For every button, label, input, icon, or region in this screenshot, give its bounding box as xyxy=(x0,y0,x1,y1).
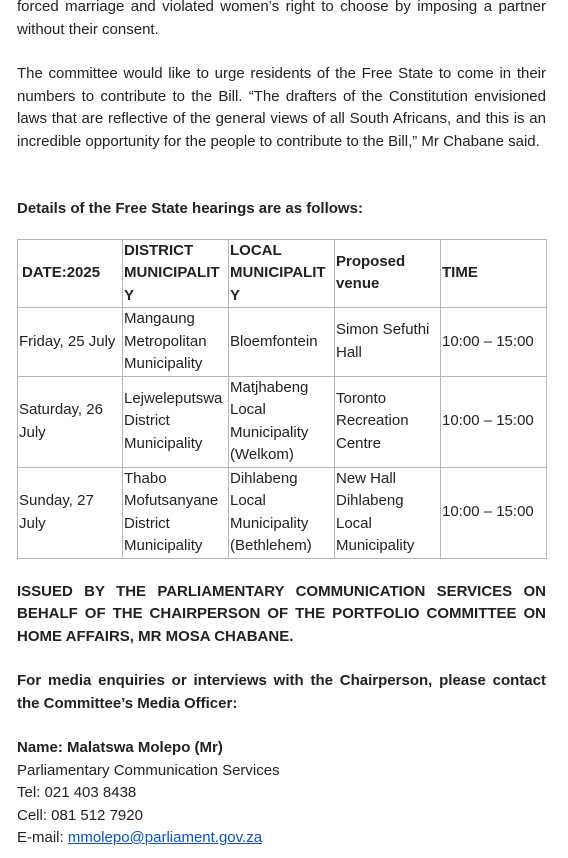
table-header-row xyxy=(18,239,547,308)
contact-block xyxy=(17,737,546,850)
cell-venue: Simon Sefuthi Hall xyxy=(335,308,441,377)
cell-time: 10:00 – 15:00 xyxy=(441,308,547,377)
header-local-municipality: LOCAL MUNICIPALITY xyxy=(229,239,335,308)
paragraph-committee-urge: The committee would like to urge residents of the Free State to come in their numbers to contribute to the Bill. “The drafters of the Constitution envisioned laws that are reflective of the general views of all South Africans, and this is an incredible opportunity for the people to contribute to the Bill,” Mr Chabane said. xyxy=(17,65,546,150)
contact-email-line xyxy=(17,827,546,850)
cell-local: Bloemfontein xyxy=(229,308,335,377)
contact-organization: Parliamentary Communication Services xyxy=(17,761,280,779)
cell-district: Lejweleputswa District Municipality xyxy=(123,376,229,467)
table-row xyxy=(18,308,547,377)
cell-date: Sunday, 27 July xyxy=(18,467,123,558)
issued-statement: ISSUED BY THE PARLIAMENTARY COMMUNICATION SERVICES ON BEHALF OF THE CHAIRPERSON OF THE PORTFOLIO COMMITTEE ON HOME AFFAIRS, MR MOSA CHABANE. xyxy=(17,582,546,645)
paragraph-forced-marriage: forced marriage and violated women’s right to choose by imposing a partner without their consent. xyxy=(17,0,546,38)
cell-local: Matjhabeng Local Municipality (Welkom) xyxy=(229,376,335,467)
cell-date: Friday, 25 July xyxy=(18,308,123,377)
cell-venue: New Hall Dihlabeng Local Municipality xyxy=(335,467,441,558)
hearings-heading: Details of the Free State hearings are as follows: xyxy=(17,200,363,217)
cell-local: Dihlabeng Local Municipality (Bethlehem) xyxy=(229,467,335,558)
contact-name: Name: Malatswa Molepo (Mr) xyxy=(17,739,223,756)
contact-email-label: E-mail: xyxy=(17,829,68,846)
contact-tel: Tel: 021 403 8438 xyxy=(17,784,137,801)
table-row xyxy=(18,376,547,467)
header-time: TIME xyxy=(441,239,547,308)
contact-cell: Cell: 081 512 7920 xyxy=(17,806,143,824)
cell-time: 10:00 – 15:00 xyxy=(441,376,547,467)
cell-district: Mangaung Metropolitan Municipality xyxy=(123,308,229,377)
header-proposed-venue: Proposed venue xyxy=(335,239,441,308)
cell-date: Saturday, 26 July xyxy=(18,376,123,467)
cell-district: Thabo Mofutsanyane District Municipality xyxy=(123,467,229,558)
cell-venue: Toronto Recreation Centre xyxy=(335,376,441,467)
table-row xyxy=(18,467,547,558)
media-enquiries-text: For media enquiries or interviews with the Chairperson, please contact the Committee’s Media Officer: xyxy=(17,672,546,712)
header-district-municipality: DISTRICT MUNICIPALITY xyxy=(123,239,229,308)
header-date: DATE:2025 xyxy=(18,239,123,308)
cell-time: 10:00 – 15:00 xyxy=(441,467,547,558)
contact-email-link[interactable]: mmolepo@parliament.gov.za xyxy=(67,829,263,846)
hearings-table xyxy=(17,239,547,559)
